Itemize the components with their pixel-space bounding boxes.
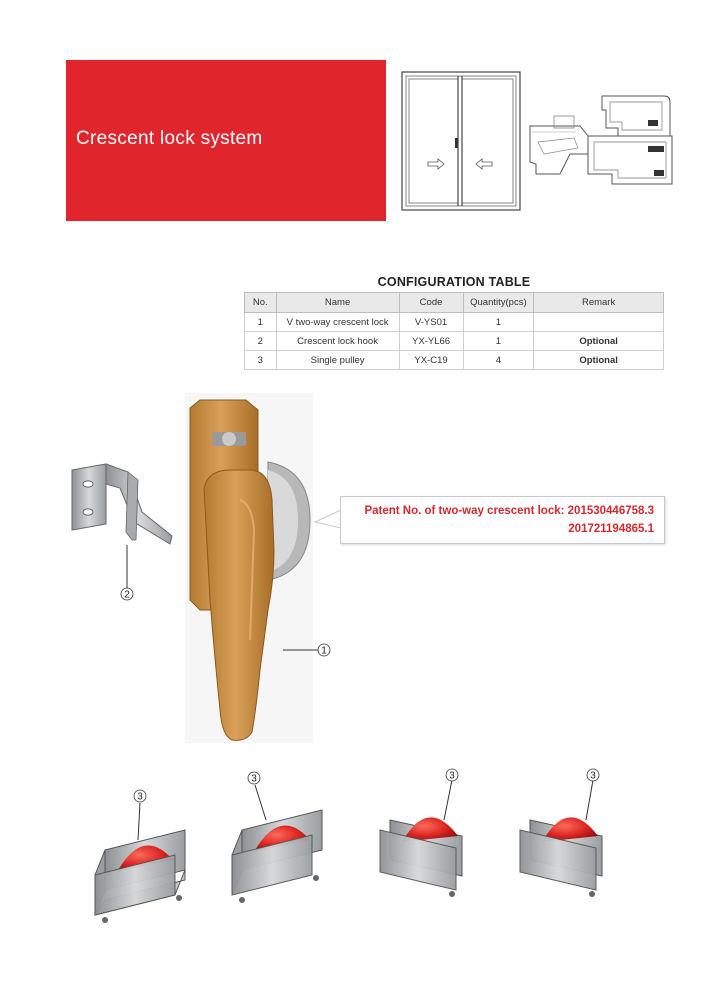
pulley-callout-number-1: 3 bbox=[137, 791, 143, 803]
cell-quantity: 1 bbox=[463, 313, 534, 332]
config-table-title: CONFIGURATION TABLE bbox=[377, 275, 531, 289]
lock-callout-number: 1 bbox=[321, 645, 327, 657]
cell-remark: Optional bbox=[534, 351, 664, 370]
cell-name: V two-way crescent lock bbox=[276, 313, 399, 332]
cell-quantity: 1 bbox=[463, 332, 534, 351]
single-pulley-image-2 bbox=[232, 810, 322, 903]
hook-callout-number: 2 bbox=[124, 589, 130, 601]
pulley-callout-number-3: 3 bbox=[449, 770, 455, 782]
crescent-lock-hook-image bbox=[72, 464, 172, 544]
patent-number-line1: Patent No. of two-way crescent lock: 201530446758.3 bbox=[364, 505, 654, 517]
header-code: Code bbox=[399, 293, 463, 313]
patent-callout-box bbox=[340, 496, 665, 544]
cell-quantity: 4 bbox=[463, 351, 534, 370]
cell-code: YX-YL66 bbox=[399, 332, 463, 351]
cell-name: Single pulley bbox=[276, 351, 399, 370]
hero-title: Crescent lock system bbox=[76, 128, 263, 149]
cell-name: Crescent lock hook bbox=[276, 332, 399, 351]
single-pulley-image-3 bbox=[380, 817, 462, 897]
header-name: Name bbox=[276, 293, 399, 313]
cell-no: 3 bbox=[245, 351, 277, 370]
cell-code: YX-C19 bbox=[399, 351, 463, 370]
single-pulley-image-4 bbox=[520, 817, 602, 897]
header-quantity: Quantity(pcs) bbox=[463, 293, 534, 313]
header-remark: Remark bbox=[534, 293, 664, 313]
cell-no: 1 bbox=[245, 313, 277, 332]
header-no: No. bbox=[245, 293, 277, 313]
patent-number-line2: 201721194865.1 bbox=[568, 523, 654, 535]
patent-box-pointer bbox=[315, 510, 341, 528]
pulley-callout-number-4: 3 bbox=[590, 770, 596, 782]
cell-code: V-YS01 bbox=[399, 313, 463, 332]
single-pulley-image-1 bbox=[95, 830, 185, 923]
pulley-callout-number-2: 3 bbox=[251, 773, 257, 785]
cell-no: 2 bbox=[245, 332, 277, 351]
cell-remark: Optional bbox=[534, 332, 664, 351]
